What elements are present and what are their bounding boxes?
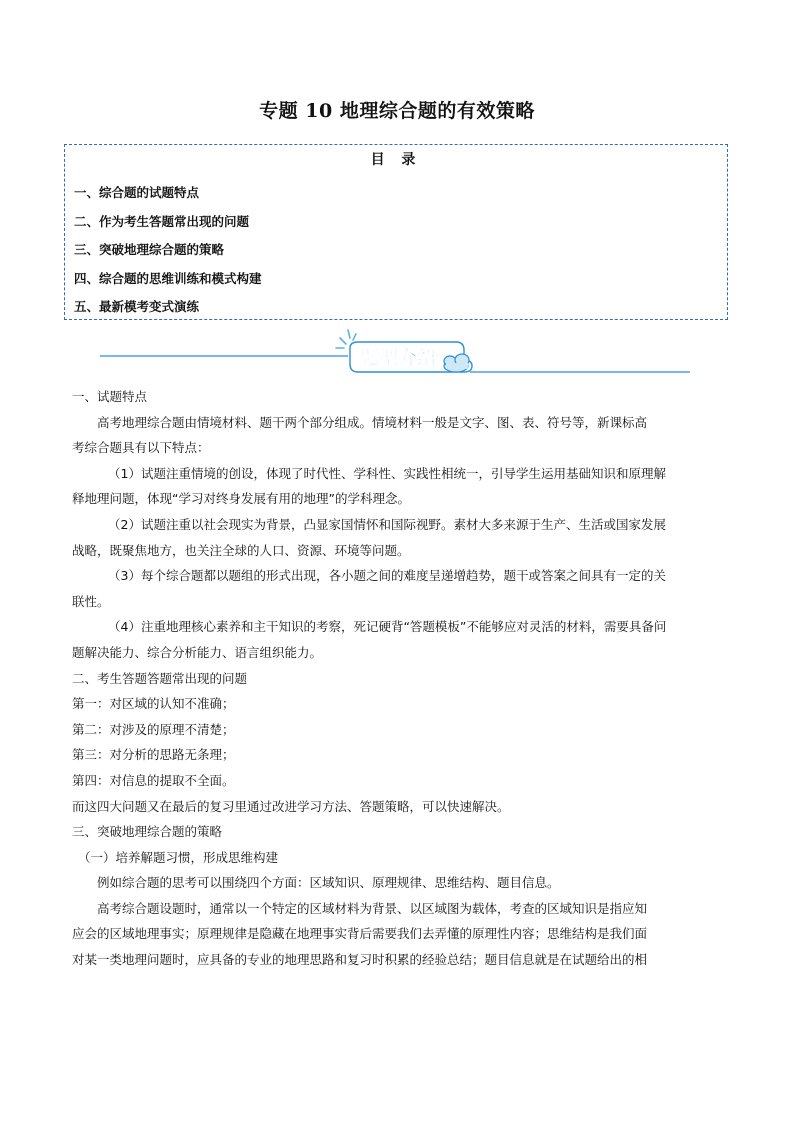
list-item: 第一：对区域的认知不准确； xyxy=(72,696,235,712)
paragraph-line: 应会的区域地理事实；原理规律是隐藏在地理事实背后需要我们去弄懂的原理性内容；思维结构是我们面 xyxy=(72,926,648,942)
toc-item[interactable]: 二、作为考生答题常出现的问题 xyxy=(74,213,250,229)
paragraph-line: 而这四大问题又在最后的复习里通过改进学习方法、答题策略，可以快速解决。 xyxy=(72,798,510,814)
toc-heading: 目 录 xyxy=(370,152,422,168)
banner-graphic xyxy=(100,326,692,376)
cloud-icon xyxy=(444,354,469,372)
section-heading: 二、考生答题答题常出现的问题 xyxy=(72,670,248,686)
paragraph-line: 战略，既聚焦地方，也关注全球的人口、资源、环境等问题。 xyxy=(72,542,410,558)
toc-list xyxy=(74,179,262,322)
paragraph-line: 联性。 xyxy=(72,593,110,609)
paragraph-line: （4）注重地理核心素养和主干知识的考察，死记硬背“答题模板”不能够应对灵活的材料，需要具备问 xyxy=(108,619,667,635)
table-of-contents xyxy=(64,144,728,320)
paragraph-line: （3）每个综合题都以题组的形式出现，各小题之间的难度呈递增趋势，题干或答案之间具有一定的关 xyxy=(108,568,666,584)
list-item: 第四：对信息的提取不全面。 xyxy=(72,772,235,788)
main-content xyxy=(72,384,724,973)
paragraph-line: 考综合题具有以下特点： xyxy=(72,440,210,456)
paragraph-line: （1）试题注重情境的创设，体现了时代性、学科性、实践性相统一，引导学生运用基础知识和原理解 xyxy=(108,465,666,481)
section-heading: 三、突破地理综合题的策略 xyxy=(72,824,223,840)
list-item: 第三：对分析的思路无条理； xyxy=(72,747,235,763)
paragraph-line: 高考地理综合题由情境材料、题干两个部分组成。情境材料一般是文字、图、表、符号等，新课标高 xyxy=(97,414,648,430)
document-title: 专题 10 地理综合题的有效策略 xyxy=(259,100,535,122)
toc-item[interactable]: 一、综合题的试题特点 xyxy=(74,185,200,200)
toc-item[interactable]: 四、综合题的思维训练和模式构建 xyxy=(74,270,262,286)
paragraph-line: （2）试题注重以社会现实为背景，凸显家国情怀和国际视野。素材大多来源于生产、生活或国家发展 xyxy=(108,516,666,532)
paragraph-line: 释地理问题，体现“学习对终身发展有用的地理”的学科理念。 xyxy=(72,491,410,507)
paragraph-line: 例如综合题的思考可以围绕四个方面：区域知识、原理规律、思维结构、题目信息。 xyxy=(97,875,560,891)
paragraph-line: 题解决能力、综合分析能力、语言组织能力。 xyxy=(72,644,323,660)
toc-item[interactable]: 五、最新模考变式演练 xyxy=(74,299,200,314)
toc-item[interactable]: 三、突破地理综合题的策略 xyxy=(74,242,225,257)
banner-label: 题型介绍 xyxy=(359,347,437,369)
subsection-heading: （一）培养解题习惯，形成思维构建 xyxy=(78,849,279,865)
paragraph-line: 对某一类地理问题时，应具备的专业的地理思路和复习时积累的经验总结；题目信息就是在试题给出的相 xyxy=(72,952,648,968)
section-heading: 一、试题特点 xyxy=(72,389,148,404)
section-banner xyxy=(100,326,692,376)
paragraph-line: 高考综合题设题时，通常以一个特定的区域材料为背景、以区域图为载体，考查的区域知识是指应知 xyxy=(97,900,648,916)
list-item: 第二：对涉及的原理不清楚； xyxy=(72,721,235,737)
